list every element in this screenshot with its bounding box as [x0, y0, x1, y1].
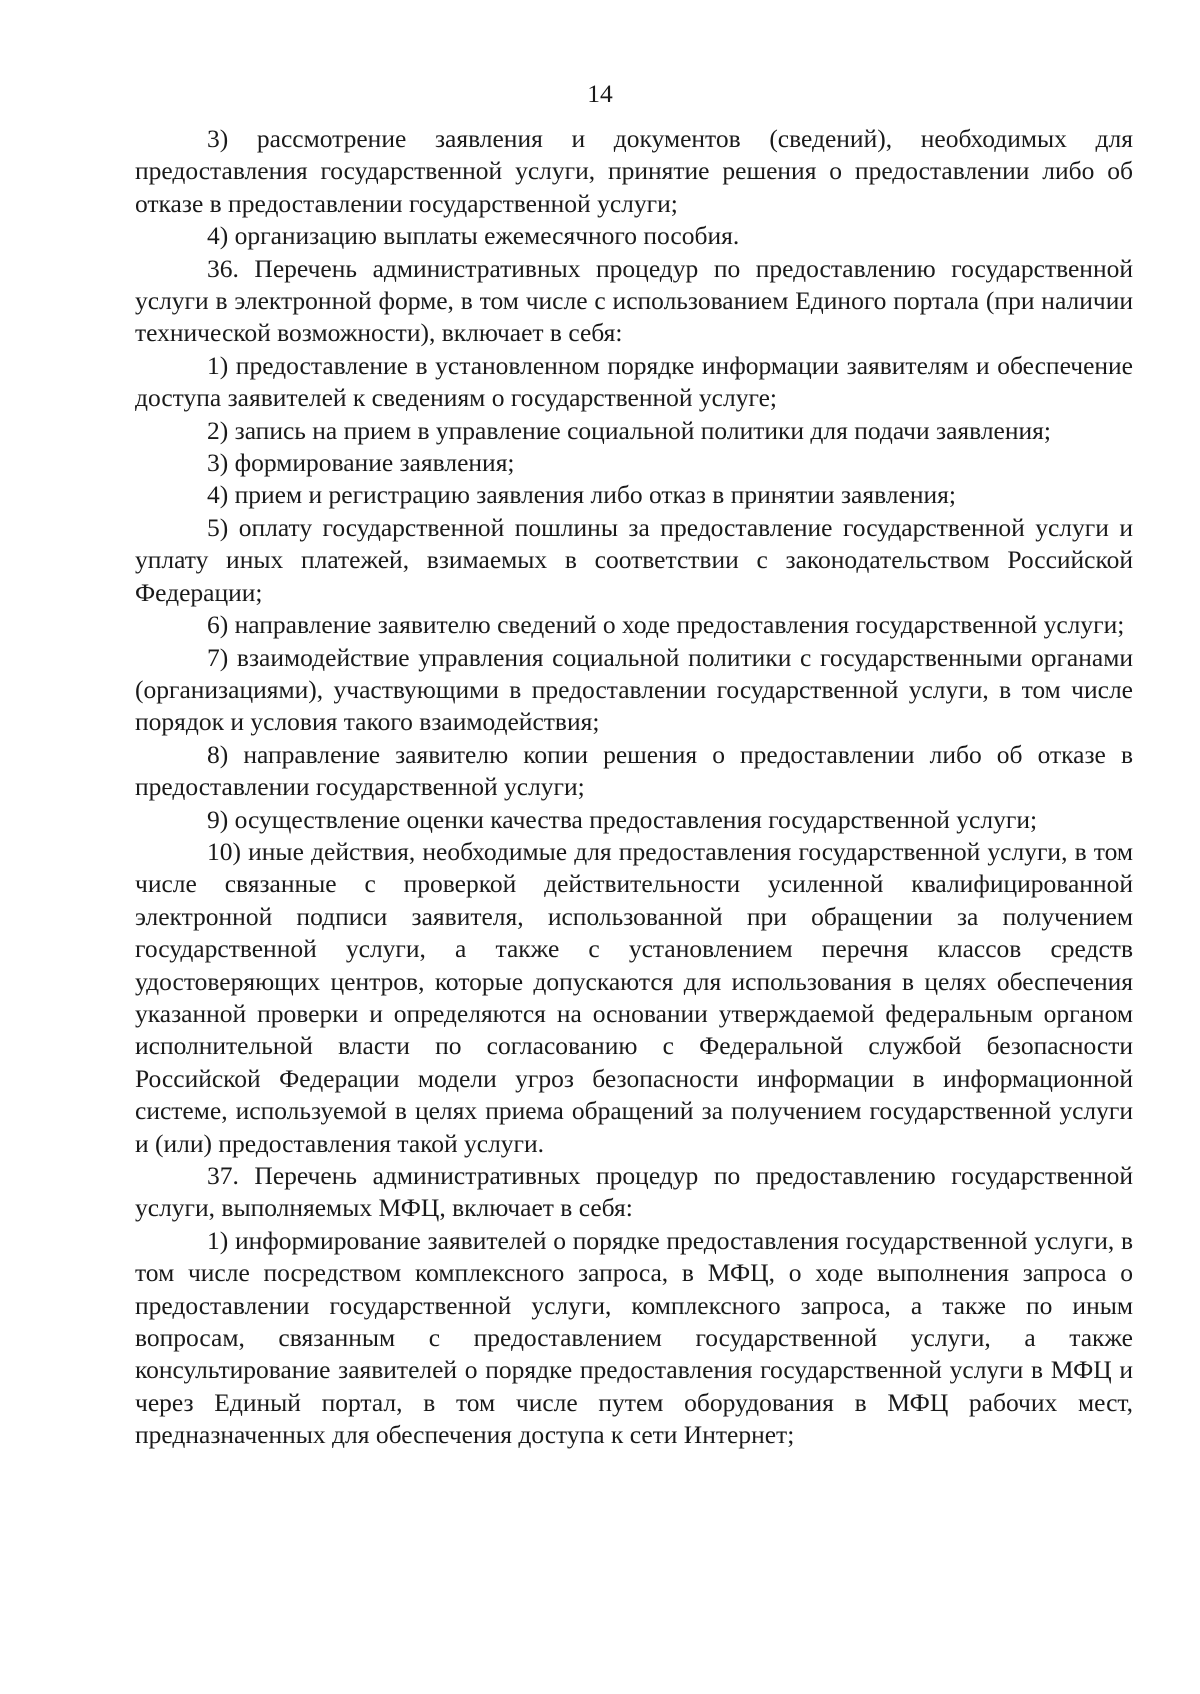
paragraph-36-3: 3) формирование заявления; — [207, 448, 515, 478]
paragraph-36-6: 6) направление заявителю сведений о ходе предоставления государственной услуги; — [207, 610, 1125, 640]
paragraph-35-3: 3) рассмотрение заявления и документов (сведений), необходимых для предоставления государственной услуги, принятие решения о предоставлении либо об отказе в предоставлении государственной услуги; — [135, 124, 1133, 218]
paragraph-36: 36. Перечень административных процедур по предоставлению государственной услуги в электронной форме, в том числе с использованием Единого портала (при наличии технической возможности), включает в себя: — [135, 253, 1133, 348]
paragraph-36-10: 10) иные действия, необходимые для предоставления государственной услуги, в том числе связанные с проверкой действительности усиленной квалифицированной электронной подписи заявителя, использованной при обращении за получением государственной услуги, а также с установлением перечня классов средств удостоверяющих центров, которые допускаются для использования в целях обеспечения указанной проверки и определяются на основании утверждаемой федеральным органом исполнительной власти по согласованию с Федеральной службой безопасности Российской Федерации модели угроз безопасности информации в информационной системе, используемой в целях приема обращений за получением государственной услуги и (или) предоставления такой услуги. — [135, 836, 1133, 1158]
paragraph-36-8: 8) направление заявителю копии решения о предоставлении либо об отказе в предоставлении государственной услуги; — [135, 739, 1133, 802]
page-number: 14 — [587, 79, 613, 108]
paragraph-36-1: 1) предоставление в установленном порядке информации заявителям и обеспечение доступа заявителей к сведениям о государственной услуге; — [135, 350, 1133, 413]
paragraph-36-2: 2) запись на прием в управление социальной политики для подачи заявления; — [207, 415, 1051, 445]
paragraph-36-9: 9) осуществление оценки качества предоставления государственной услуги; — [207, 804, 1038, 834]
document-body — [135, 123, 1133, 1452]
paragraph-36-4: 4) прием и регистрацию заявления либо отказ в принятии заявления; — [207, 480, 956, 510]
paragraph-36-5: 5) оплату государственной пошлины за предоставление государственной услуги и уплату иных платежей, взимаемых в соответствии с законодательством Российской Федерации; — [135, 512, 1133, 607]
paragraph-37-1: 1) информирование заявителей о порядке предоставления государственной услуги, в том числе посредством комплексного запроса, в МФЦ, о ходе выполнения запроса о предоставлении государственной услуги, комплексного запроса, а также по иным вопросам, связанным с предоставлением государственной услуги, а также консультирование заявителей о порядке предоставления государственной услуги в МФЦ и через Единый портал, в том числе путем оборудования в МФЦ рабочих мест, предназначенных для обеспечения доступа к сети Интернет; — [135, 1225, 1133, 1450]
paragraph-35-4: 4) организацию выплаты ежемесячного пособия. — [207, 221, 740, 251]
paragraph-37: 37. Перечень административных процедур по предоставлению государственной услуги, выполняемых МФЦ, включает в себя: — [135, 1161, 1133, 1223]
paragraph-36-7: 7) взаимодействие управления социальной политики с государственными органами (организациями), участвующими в предоставлении государственной услуги, в том числе порядок и условия такого взаимодействия; — [135, 642, 1133, 737]
